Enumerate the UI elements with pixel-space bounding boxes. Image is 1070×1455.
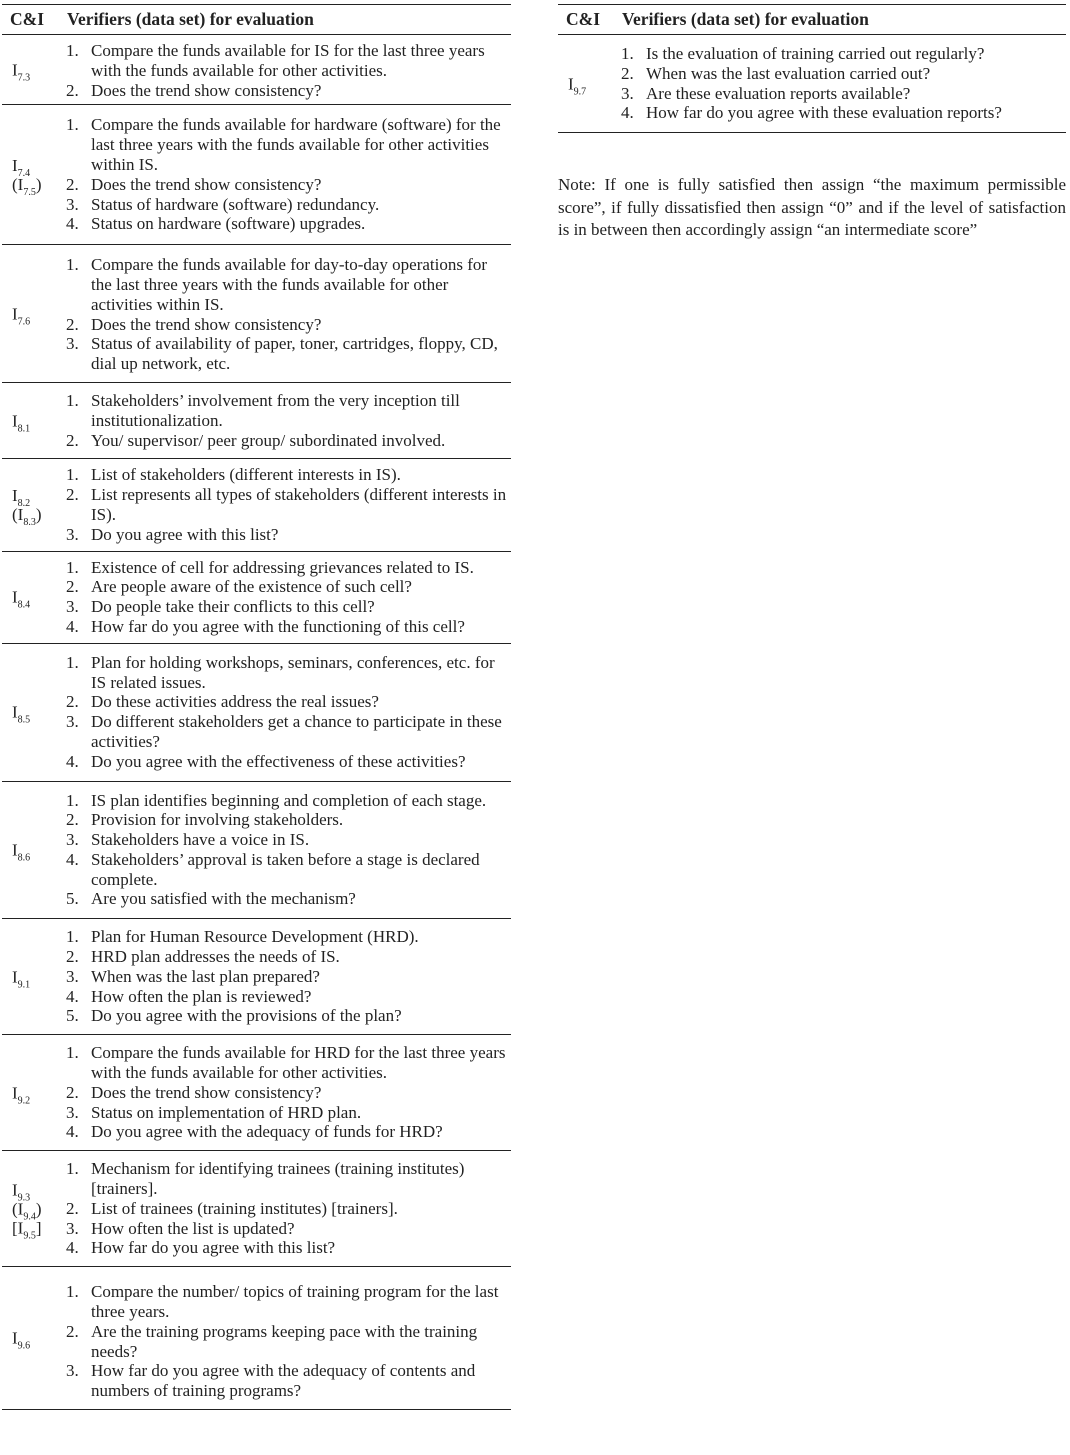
verifier-item-number: 1. bbox=[66, 41, 79, 60]
indicator-letter: I bbox=[12, 967, 18, 987]
verifier-item-number: 2. bbox=[66, 314, 79, 334]
verifier-item-number: 5. bbox=[66, 1006, 79, 1026]
table-body bbox=[2, 35, 511, 1410]
verifier-item-number: 4. bbox=[66, 849, 79, 869]
table-row bbox=[2, 644, 511, 782]
verifier-item bbox=[558, 64, 1066, 84]
verifier-list bbox=[558, 44, 1066, 123]
indicator-letter: ) bbox=[35, 1199, 42, 1219]
indicator-subscript: 7.3 bbox=[17, 72, 31, 84]
indicator-subscript: 9.6 bbox=[17, 1340, 31, 1352]
indicator-subscript: 8.6 bbox=[17, 852, 31, 864]
verifier-item-number: 3. bbox=[66, 712, 79, 732]
verifier-item-number: 3. bbox=[66, 597, 79, 617]
indicator-letter: [I bbox=[12, 1218, 24, 1238]
verifier-item-text: Stakeholders’ involvement from the very inception till institutionalization. bbox=[91, 390, 460, 430]
verifier-item-number: 5. bbox=[66, 889, 79, 909]
verifier-item-number: 1. bbox=[66, 927, 79, 947]
verifier-item bbox=[2, 1159, 511, 1199]
indicator-subscript: 9.3 bbox=[17, 1192, 31, 1204]
verifier-list bbox=[2, 791, 511, 910]
table-row bbox=[2, 1151, 511, 1267]
verifier-item bbox=[2, 195, 511, 215]
verifier-item-text: You/ supervisor/ peer group/ subordinated involved. bbox=[91, 430, 446, 450]
verifier-item-number: 3. bbox=[66, 1361, 79, 1381]
verifier-item-number: 1. bbox=[66, 465, 79, 485]
verifier-list bbox=[2, 1043, 511, 1142]
indicator-subscript: 8.5 bbox=[17, 714, 31, 726]
indicator-letter: I bbox=[12, 702, 18, 722]
indicator-subscript: 7.4 bbox=[17, 167, 31, 179]
verifier-item-text: Do you agree with the effectiveness of these activities? bbox=[91, 751, 466, 771]
verifier-item-text: How often the list is updated? bbox=[91, 1218, 295, 1238]
indicator-letter: I bbox=[12, 1083, 18, 1103]
indicator-letter: ] bbox=[35, 1218, 42, 1238]
verifier-item bbox=[2, 791, 511, 811]
indicator-subscript: 7.5 bbox=[23, 186, 36, 198]
table-row bbox=[2, 919, 511, 1035]
verifier-item bbox=[2, 617, 511, 637]
table-row bbox=[2, 1267, 511, 1410]
table-body bbox=[558, 35, 1066, 133]
verifier-item-number: 1. bbox=[66, 115, 79, 135]
verifier-item-number: 1. bbox=[621, 44, 634, 63]
verifiers-table-right bbox=[558, 4, 1066, 133]
verifier-item bbox=[2, 967, 511, 987]
verifier-item-number: 1. bbox=[66, 1159, 79, 1179]
verifier-item-number: 4. bbox=[66, 1238, 79, 1258]
verifier-item-text: Stakeholders have a voice in IS. bbox=[91, 830, 310, 850]
verifier-item-text: Do you agree with this list? bbox=[91, 524, 279, 544]
verifier-item-text: How far do you agree with this list? bbox=[91, 1238, 336, 1258]
verifier-item-number: 2. bbox=[66, 947, 79, 967]
verifier-list bbox=[2, 391, 511, 450]
indicator-subscript: 9.7 bbox=[573, 86, 587, 98]
verifier-item-number: 2. bbox=[66, 1198, 79, 1218]
verifier-item-text: Are the training programs keeping pace with the training needs? bbox=[91, 1321, 478, 1361]
verifier-item bbox=[558, 84, 1066, 104]
verifier-item-number: 2. bbox=[66, 174, 79, 194]
verifier-list bbox=[2, 255, 511, 374]
verifier-item-text: Compare the number/ topics of training program for the last three years. bbox=[91, 1282, 499, 1322]
verifier-item-text: When was the last plan prepared? bbox=[91, 966, 320, 986]
verifier-list bbox=[2, 1282, 511, 1401]
verifier-item-number: 2. bbox=[66, 1321, 79, 1341]
verifier-item-text: Plan for Human Resource Development (HRD). bbox=[91, 927, 419, 947]
indicator-subscript: 9.5 bbox=[23, 1230, 36, 1242]
verifier-item-number: 3. bbox=[66, 966, 79, 986]
verifier-item-text: Provision for involving stakeholders. bbox=[91, 810, 344, 830]
indicator-subscript: 9.2 bbox=[17, 1095, 31, 1107]
verifier-item-text: Status of availability of paper, toner, cartridges, floppy, CD, dial up network, etc. bbox=[91, 334, 498, 374]
indicator-letter: ) bbox=[35, 504, 42, 524]
verifier-item-text: List represents all types of stakeholders (different interests in IS). bbox=[91, 485, 507, 524]
verifier-item-text: Are these evaluation reports available? bbox=[646, 83, 911, 103]
verifier-item-number: 4. bbox=[66, 214, 79, 234]
indicator-subscript: 8.1 bbox=[17, 423, 31, 435]
verifier-item bbox=[2, 850, 511, 890]
verifier-item-text: How far do you agree with these evaluation reports? bbox=[646, 103, 1002, 123]
verifier-item-text: Is the evaluation of training carried out regularly? bbox=[646, 44, 985, 63]
verifier-item-text: HRD plan addresses the needs of IS. bbox=[91, 947, 340, 967]
verifier-item bbox=[2, 830, 511, 850]
table-row bbox=[2, 245, 511, 383]
table-row bbox=[2, 552, 511, 644]
verifier-item-number: 1. bbox=[66, 790, 79, 810]
verifier-item-text: List of stakeholders (different interests in IS). bbox=[91, 465, 401, 485]
verifier-list bbox=[2, 1159, 511, 1258]
indicator-letter: (I bbox=[12, 1199, 24, 1219]
header-ci: C&I bbox=[10, 9, 45, 29]
verifier-item-text: Are you satisfied with the mechanism? bbox=[91, 889, 356, 909]
indicator-letter: I bbox=[12, 60, 18, 80]
verifier-item bbox=[2, 81, 511, 101]
verifier-item-text: How often the plan is reviewed? bbox=[91, 986, 312, 1006]
verifier-item bbox=[2, 712, 511, 752]
verifier-item-number: 2. bbox=[66, 1082, 79, 1102]
indicator-letter: I bbox=[12, 1328, 18, 1348]
verifier-item bbox=[2, 692, 511, 712]
header-ci: C&I bbox=[566, 9, 601, 29]
verifier-item bbox=[2, 1282, 511, 1322]
verifier-item bbox=[2, 1043, 511, 1083]
indicator-letter: I bbox=[12, 485, 18, 505]
verifier-item bbox=[2, 987, 511, 1007]
indicator-subscript: 9.4 bbox=[23, 1211, 36, 1223]
verifier-list bbox=[2, 41, 511, 100]
verifier-item bbox=[2, 1361, 511, 1401]
verifier-item-text: Compare the funds available for hardware (software) for the last three years with the funds available for other activities within IS. bbox=[91, 115, 501, 174]
verifier-item-text: IS plan identifies beginning and completion of each stage. bbox=[91, 790, 487, 810]
verifier-list bbox=[2, 927, 511, 1026]
verifier-item bbox=[2, 577, 511, 597]
verifier-item-text: How far do you agree with the adequacy of contents and numbers of training programs? bbox=[91, 1361, 476, 1401]
table-header bbox=[2, 4, 511, 35]
verifier-item-number: 2. bbox=[66, 577, 79, 597]
verifier-item-text: Do these activities address the real issues? bbox=[91, 692, 379, 712]
table-row bbox=[2, 105, 511, 245]
verifier-item-number: 1. bbox=[66, 255, 79, 275]
indicator-letter: I bbox=[12, 840, 18, 860]
verifier-item bbox=[2, 1006, 511, 1026]
verifier-item bbox=[2, 465, 511, 485]
verifier-item-number: 2. bbox=[66, 485, 79, 505]
verifier-item-text: Are people aware of the existence of such cell? bbox=[91, 577, 412, 597]
verifier-item bbox=[2, 653, 511, 693]
verifier-item-number: 4. bbox=[66, 1122, 79, 1142]
indicator-subscript: 8.4 bbox=[17, 599, 31, 611]
verifier-item-number: 1. bbox=[66, 390, 79, 410]
verifier-item bbox=[2, 1199, 511, 1219]
verifier-item bbox=[2, 947, 511, 967]
indicator-letter: (I bbox=[12, 504, 24, 524]
verifier-item-number: 3. bbox=[66, 334, 79, 354]
verifier-item-text: Plan for holding workshops, seminars, conferences, etc. for IS related issues. bbox=[91, 652, 495, 692]
verifier-item-number: 1. bbox=[66, 652, 79, 672]
verifier-item-number: 2. bbox=[66, 810, 79, 830]
verifier-item bbox=[2, 334, 511, 374]
table-row bbox=[2, 1035, 511, 1151]
verifier-item bbox=[2, 810, 511, 830]
verifier-list bbox=[2, 558, 511, 637]
table-header bbox=[558, 4, 1066, 35]
verifier-item bbox=[2, 1218, 511, 1242]
verifier-item-text: Existence of cell for addressing grievances related to IS. bbox=[91, 557, 474, 577]
verifier-item bbox=[2, 597, 511, 617]
verifier-item bbox=[2, 1083, 511, 1103]
verifier-item bbox=[2, 214, 511, 234]
table-row bbox=[558, 35, 1066, 133]
verifier-item-text: Stakeholders’ approval is taken before a stage is declared complete. bbox=[91, 849, 480, 889]
verifier-item-number: 3. bbox=[66, 830, 79, 850]
verifier-item bbox=[2, 1238, 511, 1258]
verifier-item bbox=[2, 927, 511, 947]
indicator-letter: I bbox=[12, 1180, 18, 1200]
verifier-item bbox=[2, 525, 511, 545]
verifier-item bbox=[2, 889, 511, 909]
verifier-item-text: Does the trend show consistency? bbox=[91, 80, 322, 100]
verifier-list bbox=[2, 653, 511, 772]
verifier-item bbox=[2, 41, 511, 84]
indicator-letter: ) bbox=[35, 174, 42, 194]
indicator-letter: I bbox=[12, 155, 18, 175]
table-row bbox=[2, 383, 511, 459]
verifier-item-text: Does the trend show consistency? bbox=[91, 314, 322, 334]
verifier-item bbox=[2, 752, 511, 772]
verifier-list bbox=[2, 115, 511, 234]
indicator-letter: (I bbox=[12, 174, 24, 194]
indicator-letter: I bbox=[12, 411, 18, 431]
indicator-letter: I bbox=[568, 74, 574, 94]
indicator-letter: I bbox=[12, 304, 18, 324]
verifier-item-number: 4. bbox=[621, 103, 634, 123]
verifier-item-number: 3. bbox=[66, 1218, 79, 1238]
indicator-letter: I bbox=[12, 587, 18, 607]
verifier-item bbox=[2, 1122, 511, 1142]
table-row bbox=[2, 35, 511, 105]
verifier-item-number: 3. bbox=[66, 194, 79, 214]
table-row bbox=[2, 782, 511, 920]
verifier-item bbox=[2, 558, 511, 578]
verifier-item-text: Compare the funds available for day-to-day operations for the last three years with the funds available for other activities within IS. bbox=[91, 255, 488, 314]
header-verifiers: Verifiers (data set) for evaluation bbox=[67, 9, 314, 29]
verifier-item-text: Mechanism for identifying trainees (training institutes) [trainers]. bbox=[91, 1159, 465, 1199]
verifier-item-number: 1. bbox=[66, 1043, 79, 1063]
verifier-item-text: Status on hardware (software) upgrades. bbox=[91, 214, 366, 234]
verifier-item-number: 4. bbox=[66, 751, 79, 771]
verifier-item-number: 2. bbox=[66, 692, 79, 712]
indicator-subscript: 8.2 bbox=[17, 497, 31, 509]
verifier-item bbox=[558, 44, 1066, 64]
verifier-item-text: List of trainees (training institutes) [trainers]. bbox=[91, 1198, 398, 1218]
verifier-item-text: Do you agree with the provisions of the plan? bbox=[91, 1006, 402, 1026]
verifier-item-number: 3. bbox=[621, 83, 634, 103]
verifier-item bbox=[2, 485, 511, 525]
verifier-item-number: 2. bbox=[66, 80, 79, 100]
verifier-item-text: Does the trend show consistency? bbox=[91, 1082, 322, 1102]
verifier-item-text: Does the trend show consistency? bbox=[91, 174, 322, 194]
indicator-subscript: 7.6 bbox=[17, 316, 31, 328]
verifier-item-text: When was the last evaluation carried out? bbox=[646, 63, 931, 83]
verifier-item-number: 1. bbox=[66, 1282, 79, 1302]
verifier-item bbox=[2, 1103, 511, 1123]
verifier-list bbox=[2, 465, 511, 544]
verifier-item bbox=[2, 431, 511, 451]
indicator-subscript: 9.1 bbox=[17, 979, 31, 991]
verifier-item bbox=[2, 255, 511, 314]
verifier-item bbox=[2, 315, 511, 335]
verifier-item-text: Do different stakeholders get a chance to participate in these activities? bbox=[91, 712, 502, 751]
verifier-item-number: 4. bbox=[66, 986, 79, 1006]
verifier-item-number: 2. bbox=[66, 430, 79, 450]
verifier-item bbox=[558, 103, 1066, 123]
verifier-item-number: 3. bbox=[66, 524, 79, 544]
verifier-item bbox=[2, 115, 511, 174]
note-paragraph: Note: If one is fully satisfied then assign “the maximum permissible score”, if fully dissatisfied then assign “0” and if the level of satisfaction is in between then accordingly assign “an intermediate score” bbox=[558, 175, 1066, 239]
verifiers-table-left bbox=[2, 4, 511, 1410]
verifier-item bbox=[2, 175, 511, 195]
header-verifiers: Verifiers (data set) for evaluation bbox=[622, 9, 869, 29]
verifier-item-text: How far do you agree with the functioning of this cell? bbox=[91, 616, 465, 636]
verifier-item-number: 1. bbox=[66, 557, 79, 577]
verifier-item-text: Do people take their conflicts to this cell? bbox=[91, 597, 375, 617]
verifier-item-number: 4. bbox=[66, 616, 79, 636]
verifier-item-number: 2. bbox=[621, 63, 634, 83]
verifier-item-text: Compare the funds available for HRD for the last three years with the funds available for other activities. bbox=[91, 1043, 506, 1083]
verifier-item-text: Do you agree with the adequacy of funds for HRD? bbox=[91, 1122, 443, 1142]
verifier-item-text: Compare the funds available for IS for the last three years with the funds available for other activities. bbox=[91, 41, 485, 80]
verifier-item bbox=[2, 391, 511, 431]
indicator-subscript: 8.3 bbox=[23, 516, 36, 528]
verifier-item-text: Status of hardware (software) redundancy. bbox=[91, 194, 380, 214]
verifier-item bbox=[2, 1322, 511, 1362]
verifier-item-number: 3. bbox=[66, 1102, 79, 1122]
verifier-item-text: Status on implementation of HRD plan. bbox=[91, 1102, 362, 1122]
table-row bbox=[2, 459, 511, 551]
